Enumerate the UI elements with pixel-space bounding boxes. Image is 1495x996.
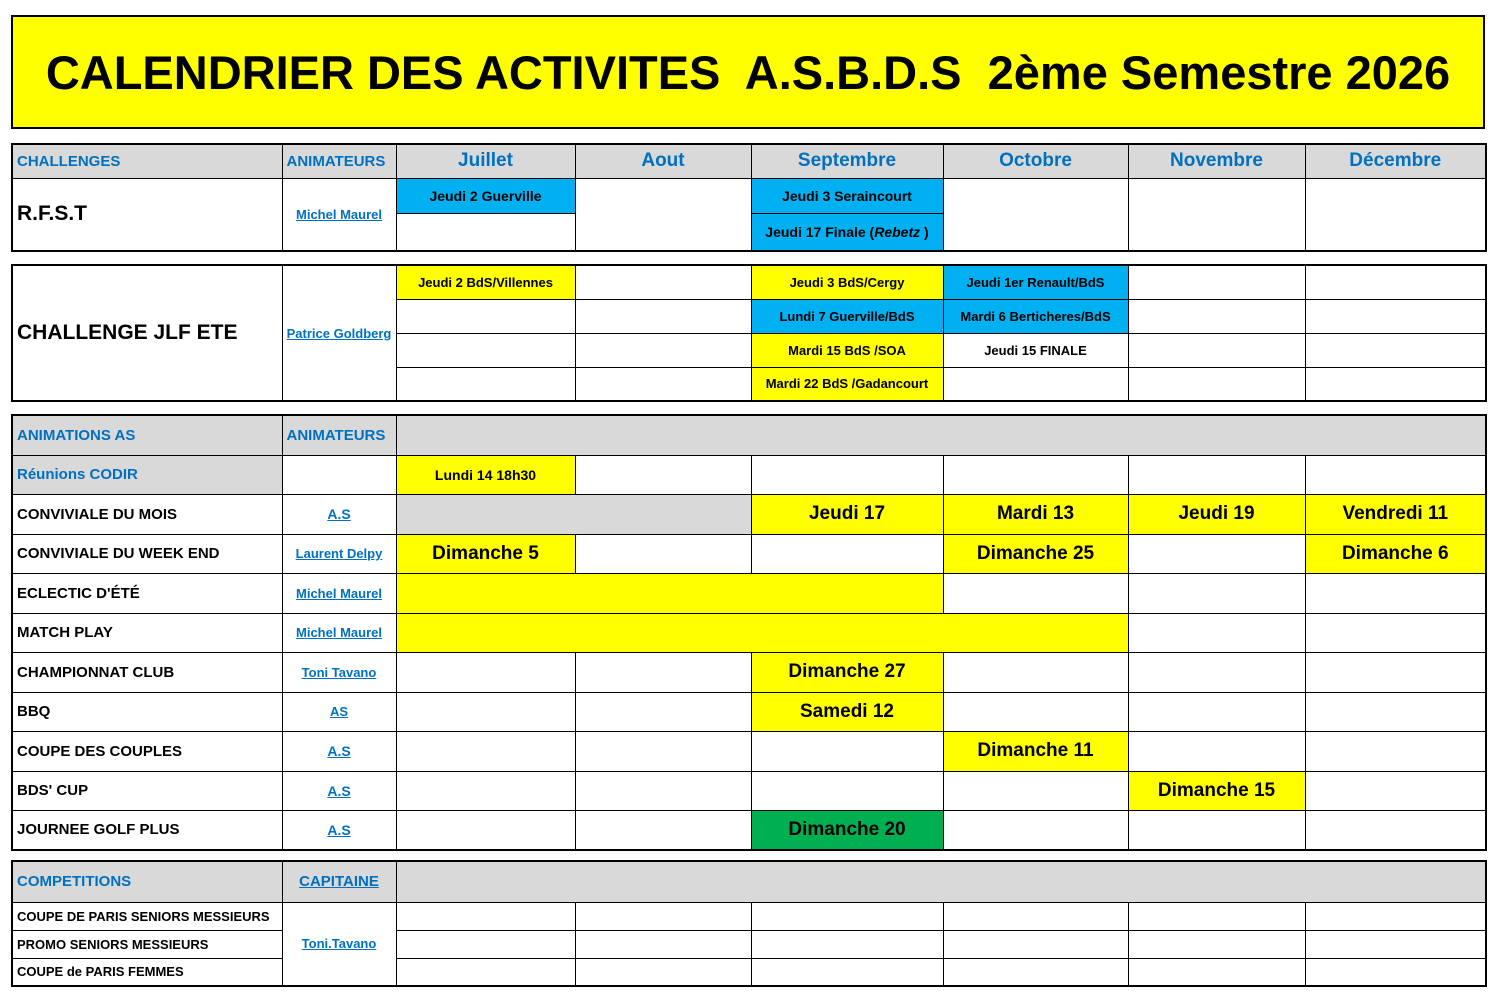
bdscup-decembre bbox=[1305, 771, 1486, 810]
couples-aout bbox=[575, 731, 751, 771]
jlf-aout-empty bbox=[575, 367, 751, 401]
competition-cell bbox=[943, 930, 1128, 958]
championnat-name: CHAMPIONNAT CLUB bbox=[12, 652, 282, 692]
championnat-animateur-link[interactable]: Toni Tavano bbox=[282, 652, 396, 692]
codir-octobre bbox=[943, 455, 1128, 494]
codir-name: Réunions CODIR bbox=[12, 455, 282, 494]
rfst-animateur-link[interactable]: Michel Maurel bbox=[282, 178, 396, 251]
jlf-decembre-cell bbox=[1305, 265, 1486, 299]
capitaine-header: CAPITAINE bbox=[282, 861, 396, 902]
bbq-juillet bbox=[396, 692, 575, 731]
competition-cell bbox=[1305, 958, 1486, 986]
jlf-juillet-empty bbox=[396, 333, 575, 367]
codir-septembre bbox=[751, 455, 943, 494]
conv-we-name: CONVIVIALE DU WEEK END bbox=[12, 534, 282, 573]
competition-cell bbox=[396, 958, 575, 986]
rfst-juillet-empty bbox=[396, 213, 575, 251]
competition-row-name: COUPE DE PARIS SENIORS MESSIEURS bbox=[12, 902, 282, 930]
competition-cell bbox=[575, 930, 751, 958]
competition-cell bbox=[751, 930, 943, 958]
golfplus-juillet bbox=[396, 810, 575, 850]
championnat-juillet bbox=[396, 652, 575, 692]
jlf-aout-empty bbox=[575, 333, 751, 367]
jlf-novembre-empty bbox=[1128, 299, 1305, 333]
bbq-novembre bbox=[1128, 692, 1305, 731]
competition-cell bbox=[751, 958, 943, 986]
page-title: CALENDRIER DES ACTIVITES A.S.B.D.S 2ème Semestre 2026 bbox=[11, 15, 1485, 129]
golfplus-septembre-event: Dimanche 20 bbox=[751, 810, 943, 850]
competitions-table bbox=[11, 860, 1487, 987]
conv-we-juillet-event: Dimanche 5 bbox=[396, 534, 575, 573]
matchplay-decembre bbox=[1305, 613, 1486, 652]
couples-animateur-link[interactable]: A.S bbox=[282, 731, 396, 771]
rfst-septembre-event-2: Jeudi 17 Finale (Rebetz ) bbox=[751, 213, 943, 251]
matchplay-period-bar bbox=[396, 613, 1128, 652]
month-septembre: Septembre bbox=[751, 144, 943, 178]
codir-juillet-event: Lundi 14 18h30 bbox=[396, 455, 575, 494]
conv-we-octobre-event: Dimanche 25 bbox=[943, 534, 1128, 573]
jlf-novembre-empty bbox=[1128, 333, 1305, 367]
month-novembre: Novembre bbox=[1128, 144, 1305, 178]
competition-cell bbox=[1128, 958, 1305, 986]
matchplay-name: MATCH PLAY bbox=[12, 613, 282, 652]
conv-mois-septembre-event: Jeudi 17 bbox=[751, 494, 943, 534]
golfplus-name: JOURNEE GOLF PLUS bbox=[12, 810, 282, 850]
golfplus-decembre bbox=[1305, 810, 1486, 850]
matchplay-novembre bbox=[1128, 613, 1305, 652]
jlf-name: CHALLENGE JLF ETE bbox=[12, 265, 282, 401]
golfplus-octobre bbox=[943, 810, 1128, 850]
bdscup-novembre-event: Dimanche 15 bbox=[1128, 771, 1305, 810]
bdscup-name: BDS' CUP bbox=[12, 771, 282, 810]
bbq-animateur-link[interactable]: AS bbox=[282, 692, 396, 731]
month-aout: Aout bbox=[575, 144, 751, 178]
challenges-header: CHALLENGES bbox=[12, 144, 282, 178]
jlf-septembre-event-1: Jeudi 3 BdS/Cergy bbox=[751, 265, 943, 299]
jlf-juillet-event: Jeudi 2 BdS/Villennes bbox=[396, 265, 575, 299]
competition-cell bbox=[396, 902, 575, 930]
jlf-juillet-empty bbox=[396, 367, 575, 401]
competition-cell bbox=[943, 902, 1128, 930]
codir-novembre bbox=[1128, 455, 1305, 494]
jlf-octobre-event-2: Mardi 6 Berticheres/BdS bbox=[943, 299, 1128, 333]
bdscup-aout bbox=[575, 771, 751, 810]
rfst-aout-cell bbox=[575, 178, 751, 251]
bdscup-septembre bbox=[751, 771, 943, 810]
golfplus-animateur-link[interactable]: A.S bbox=[282, 810, 396, 850]
jlf-novembre-empty bbox=[1128, 367, 1305, 401]
eclectic-octobre bbox=[943, 573, 1128, 613]
rfst-septembre-event-1: Jeudi 3 Seraincourt bbox=[751, 178, 943, 213]
bbq-septembre-event: Samedi 12 bbox=[751, 692, 943, 731]
bbq-octobre bbox=[943, 692, 1128, 731]
competition-row-name: COUPE de PARIS FEMMES bbox=[12, 958, 282, 986]
jlf-aout-empty bbox=[575, 299, 751, 333]
couples-name: COUPE DES COUPLES bbox=[12, 731, 282, 771]
jlf-aout-cell bbox=[575, 265, 751, 299]
jlf-decembre-empty bbox=[1305, 299, 1486, 333]
conv-we-animateur-link[interactable]: Laurent Delpy bbox=[282, 534, 396, 573]
conv-we-aout bbox=[575, 534, 751, 573]
codir-decembre bbox=[1305, 455, 1486, 494]
championnat-septembre-event: Dimanche 27 bbox=[751, 652, 943, 692]
championnat-octobre bbox=[943, 652, 1128, 692]
competition-cell bbox=[575, 958, 751, 986]
jlf-animateur-link[interactable]: Patrice Goldberg bbox=[282, 265, 396, 401]
challenges-table bbox=[11, 143, 1487, 252]
animations-header: ANIMATIONS AS bbox=[12, 415, 282, 455]
animations-header-fill bbox=[396, 415, 1486, 455]
eclectic-name: ECLECTIC D'ÉTÉ bbox=[12, 573, 282, 613]
animations-animateurs-header: ANIMATEURS bbox=[282, 415, 396, 455]
animateurs-header: ANIMATEURS bbox=[282, 144, 396, 178]
rfst-name: R.F.S.T bbox=[12, 178, 282, 251]
golfplus-aout bbox=[575, 810, 751, 850]
rfst-novembre-cell bbox=[1128, 178, 1305, 251]
golfplus-novembre bbox=[1128, 810, 1305, 850]
eclectic-novembre bbox=[1128, 573, 1305, 613]
competition-cell bbox=[575, 902, 751, 930]
rfst-decembre-cell bbox=[1305, 178, 1486, 251]
jlf-octobre-empty bbox=[943, 367, 1128, 401]
jlf-novembre-cell bbox=[1128, 265, 1305, 299]
conv-mois-novembre-event: Jeudi 19 bbox=[1128, 494, 1305, 534]
capitaine-link[interactable]: Toni.Tavano bbox=[282, 902, 396, 986]
couples-octobre-event: Dimanche 11 bbox=[943, 731, 1128, 771]
jlf-septembre-event-3: Mardi 15 BdS /SOA bbox=[751, 333, 943, 367]
jlf-septembre-event-2: Lundi 7 Guerville/BdS bbox=[751, 299, 943, 333]
bdscup-octobre bbox=[943, 771, 1128, 810]
jlf-decembre-empty bbox=[1305, 333, 1486, 367]
conv-mois-jul-aout-gray bbox=[396, 494, 751, 534]
jlf-decembre-empty bbox=[1305, 367, 1486, 401]
competitions-header-fill bbox=[396, 861, 1486, 902]
eclectic-animateur-link[interactable]: Michel Maurel bbox=[282, 573, 396, 613]
competition-cell bbox=[1305, 902, 1486, 930]
rfst-octobre-cell bbox=[943, 178, 1128, 251]
competition-cell bbox=[751, 902, 943, 930]
bdscup-juillet bbox=[396, 771, 575, 810]
couples-decembre bbox=[1305, 731, 1486, 771]
conv-mois-name: CONVIVIALE DU MOIS bbox=[12, 494, 282, 534]
eclectic-decembre bbox=[1305, 573, 1486, 613]
couples-novembre bbox=[1128, 731, 1305, 771]
jlf-septembre-event-4: Mardi 22 BdS /Gadancourt bbox=[751, 367, 943, 401]
conv-we-decembre-event: Dimanche 6 bbox=[1305, 534, 1486, 573]
competition-cell bbox=[943, 958, 1128, 986]
eclectic-period-bar bbox=[396, 573, 943, 613]
competition-cell bbox=[1128, 902, 1305, 930]
month-decembre: Décembre bbox=[1305, 144, 1486, 178]
competition-row-name: PROMO SENIORS MESSIEURS bbox=[12, 930, 282, 958]
competitions-header: COMPETITIONS bbox=[12, 861, 282, 902]
championnat-decembre bbox=[1305, 652, 1486, 692]
rfst-juillet-event: Jeudi 2 Guerville bbox=[396, 178, 575, 213]
codir-animateur bbox=[282, 455, 396, 494]
conv-mois-octobre-event: Mardi 13 bbox=[943, 494, 1128, 534]
codir-aout bbox=[575, 455, 751, 494]
bdscup-animateur-link[interactable]: A.S bbox=[282, 771, 396, 810]
jlf-table bbox=[11, 264, 1487, 402]
competition-cell bbox=[1128, 930, 1305, 958]
jlf-octobre-event-1: Jeudi 1er Renault/BdS bbox=[943, 265, 1128, 299]
bbq-aout bbox=[575, 692, 751, 731]
month-octobre: Octobre bbox=[943, 144, 1128, 178]
jlf-juillet-empty bbox=[396, 299, 575, 333]
couples-juillet bbox=[396, 731, 575, 771]
conv-we-septembre bbox=[751, 534, 943, 573]
bbq-decembre bbox=[1305, 692, 1486, 731]
championnat-aout bbox=[575, 652, 751, 692]
bbq-name: BBQ bbox=[12, 692, 282, 731]
jlf-octobre-event-3: Jeudi 15 FINALE bbox=[943, 333, 1128, 367]
animations-table bbox=[11, 414, 1487, 851]
competition-cell bbox=[396, 930, 575, 958]
conv-mois-decembre-event: Vendredi 11 bbox=[1305, 494, 1486, 534]
couples-septembre bbox=[751, 731, 943, 771]
month-juillet: Juillet bbox=[396, 144, 575, 178]
competition-cell bbox=[1305, 930, 1486, 958]
conv-we-novembre bbox=[1128, 534, 1305, 573]
conv-mois-animateur-link[interactable]: A.S bbox=[282, 494, 396, 534]
matchplay-animateur-link[interactable]: Michel Maurel bbox=[282, 613, 396, 652]
championnat-novembre bbox=[1128, 652, 1305, 692]
